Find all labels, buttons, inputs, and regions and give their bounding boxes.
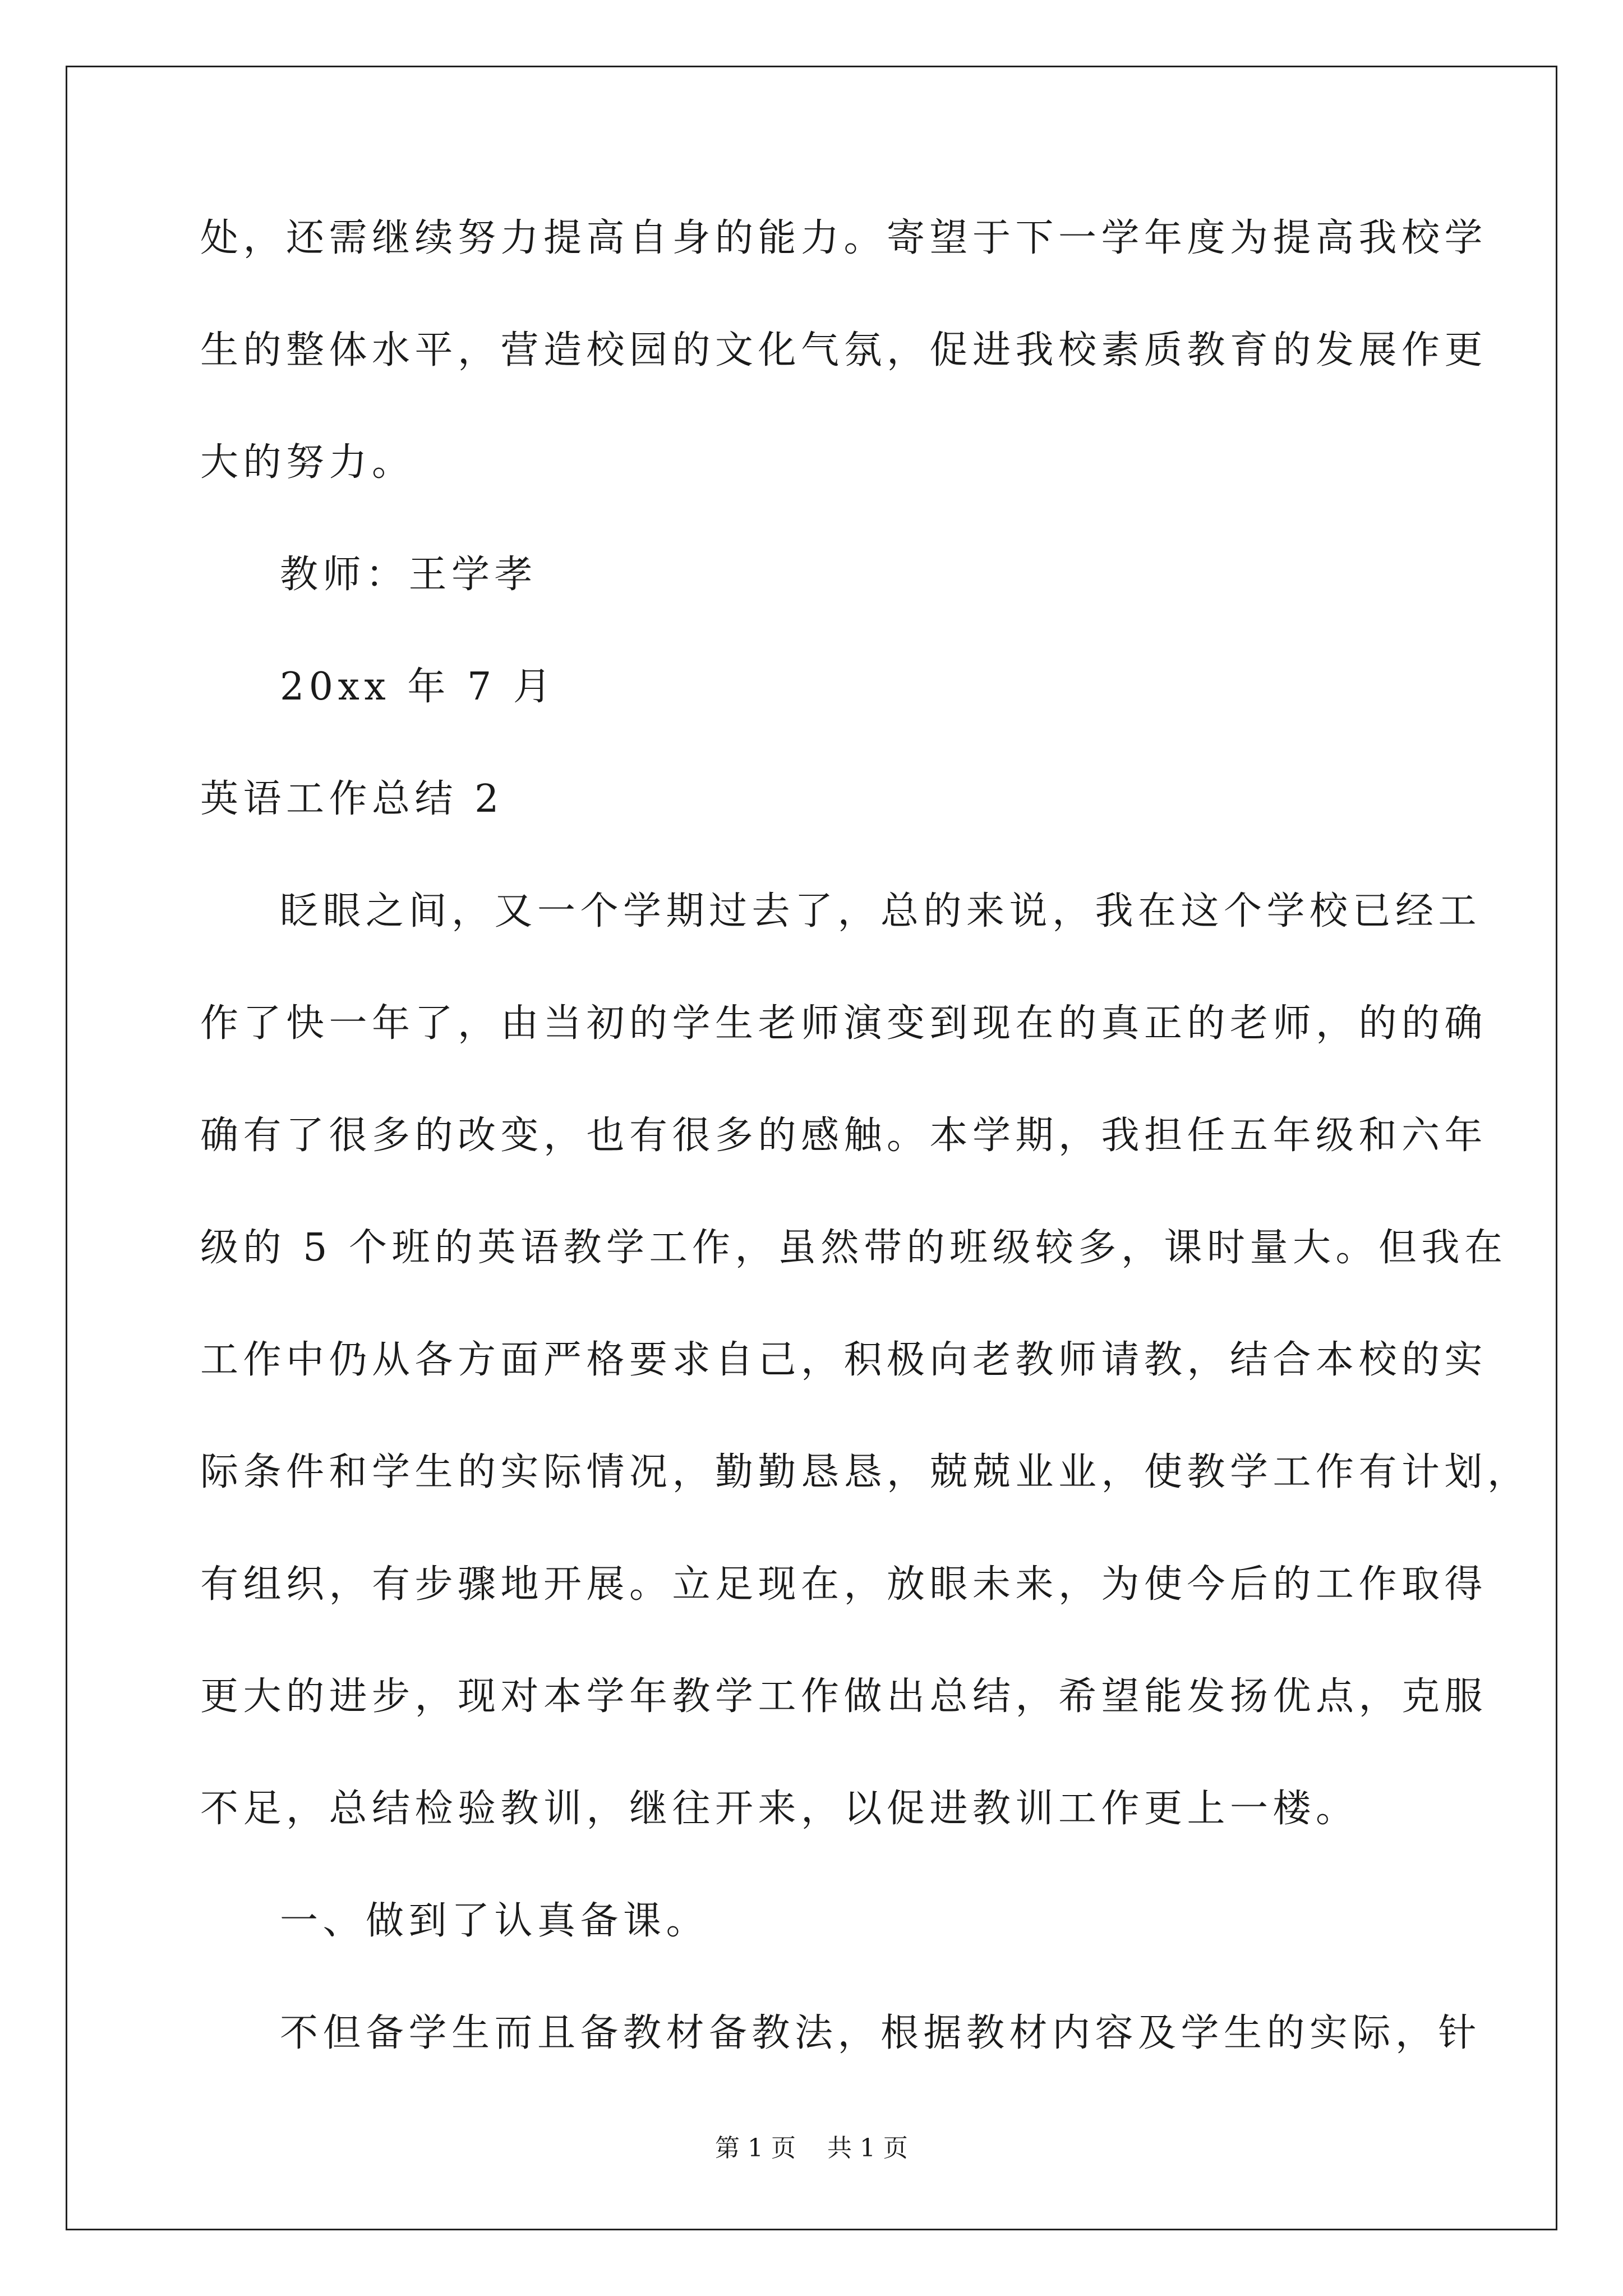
paragraph-line: 不但备学生而且备教材备教法，根据教材内容及学生的实际，针 <box>280 2011 1482 2055</box>
paragraph-line: 有组织，有步骤地开展。立足现在，放眼未来，为使今后的工作取得 <box>200 1562 1488 1607</box>
subsection-heading: 一、做到了认真备课。 <box>280 1899 709 1943</box>
paragraph-line: 不足，总结检验教训，继往开来，以促进教训工作更上一楼。 <box>200 1787 1359 1831</box>
teacher-signature: 教师：王学孝 <box>280 553 538 597</box>
paragraph-line: 生的整体水平，营造校园的文化气氛，促进我校素质教育的发展作更 <box>200 328 1488 372</box>
paragraph-line: 际条件和学生的实际情况，勤勤恳恳，兢兢业业，使教学工作有计划， <box>200 1450 1530 1494</box>
paragraph-line: 确有了很多的改变，也有很多的感触。本学期，我担任五年级和六年 <box>200 1114 1488 1158</box>
paragraph-line: 更大的进步，现对本学年教学工作做出总结，希望能发扬优点，克服 <box>200 1674 1488 1719</box>
date-line: 20xx 年 7 月 <box>280 665 556 709</box>
paragraph-line: 眨眼之间，又一个学期过去了，总的来说，我在这个学校已经工 <box>280 889 1482 933</box>
page-footer: 第 1 页 共 1 页 <box>715 2134 908 2162</box>
paragraph-line: 大的努力。 <box>200 440 415 485</box>
paragraph-line: 工作中仍从各方面严格要求自己，积极向老教师请教，结合本校的实 <box>200 1338 1488 1382</box>
paragraph-line: 处，还需继续努力提高自身的能力。寄望于下一学年度为提高我校学 <box>200 216 1488 260</box>
section-heading: 英语工作总结 2 <box>200 777 504 821</box>
paragraph-line: 作了快一年了，由当初的学生老师演变到现在的真正的老师，的的确 <box>200 1001 1488 1046</box>
paragraph-line: 级的 5 个班的英语教学工作，虽然带的班级较多，课时量大。但我在 <box>200 1226 1507 1270</box>
